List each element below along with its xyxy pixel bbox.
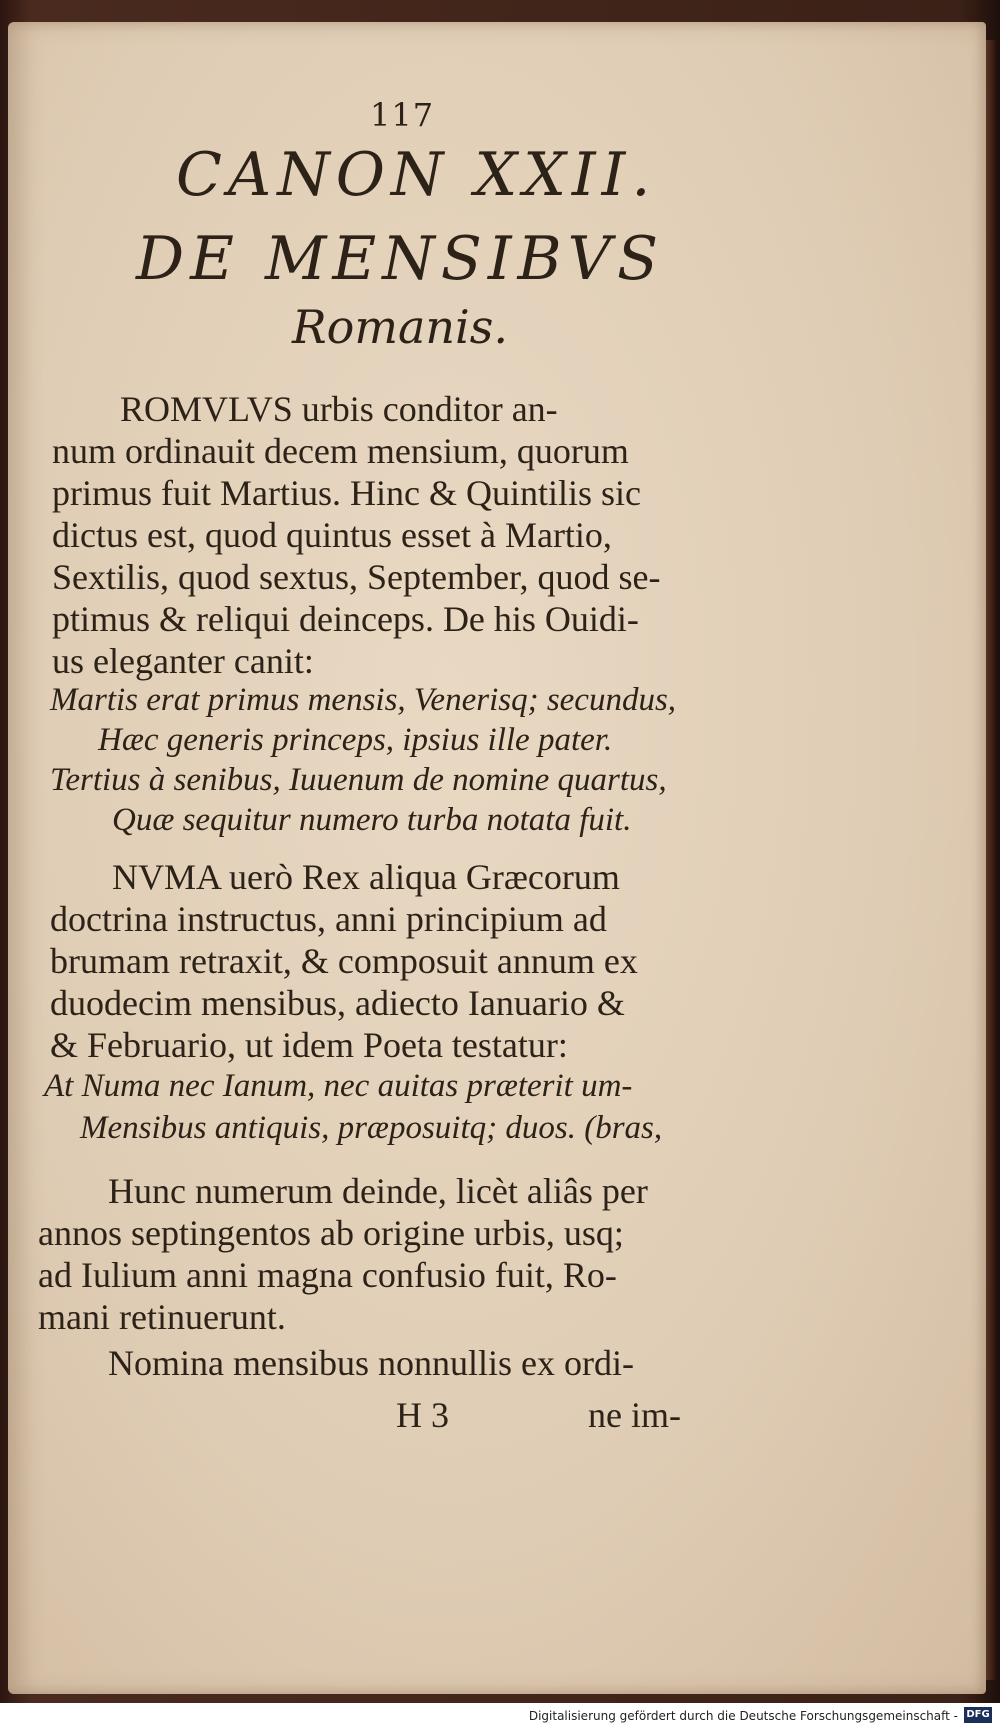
verse-line: Mensibus antiquis, præposuitq; duos. (bras, xyxy=(80,1110,663,1146)
text-line: ptimus & reliqui deinceps. De his Ouidi- xyxy=(52,599,639,639)
funding-credit: Digitalisierung gefördert durch die Deutsche Forschungsgemeinschaft - xyxy=(528,1709,958,1723)
verse-line: Martis erat primus mensis, Venerisq; secundus, xyxy=(50,682,677,718)
verse-line: Tertius à senibus, Iuuenum de nomine quartus, xyxy=(50,762,667,798)
chapter-subtitle-2: Romanis. xyxy=(292,300,508,354)
text-line: mani retinuerunt. xyxy=(38,1297,286,1337)
text-line: dictus est, quod quintus esset à Martio, xyxy=(52,515,612,555)
text-line: duodecim mensibus, adiecto Ianuario & xyxy=(50,983,625,1023)
text-line: brumam retraxit, & composuit annum ex xyxy=(50,941,638,981)
catchword: ne im- xyxy=(588,1395,681,1435)
verse-line: At Numa nec Ianum, nec auitas præterit um- xyxy=(44,1068,633,1104)
verse-line: Hæc generis princeps, ipsius ille pater. xyxy=(98,722,613,758)
verse-line: Quæ sequitur numero turba notata fuit. xyxy=(112,802,632,838)
text-line: & Februario, ut idem Poeta testatur: xyxy=(50,1025,568,1065)
text-line: num ordinauit decem mensium, quorum xyxy=(52,431,629,471)
text-line: ad Iulium anni magna confusio fuit, Ro- xyxy=(38,1255,617,1295)
text-line: Nomina mensibus nonnullis ex ordi- xyxy=(108,1343,634,1383)
text-line: ROMVLVS urbis conditor an- xyxy=(120,389,558,429)
text-line: us eleganter canit: xyxy=(52,641,314,681)
text-line: NVMA uerò Rex aliqua Græcorum xyxy=(112,857,620,897)
text-line: Hunc numerum deinde, licèt aliâs per xyxy=(108,1171,648,1211)
text-line: primus fuit Martius. Hinc & Quintilis sic xyxy=(52,473,641,513)
dfg-logo-icon: DFG xyxy=(964,1707,992,1723)
text-line: doctrina instructus, anni principium ad xyxy=(50,899,607,939)
text-line: Sextilis, quod sextus, September, quod se- xyxy=(52,557,661,597)
text-line: annos septingentos ab origine urbis, usq; xyxy=(38,1213,624,1253)
page-edge xyxy=(986,40,996,1680)
chapter-subtitle: DE MENSIBVS xyxy=(136,224,665,294)
page-number: 117 xyxy=(370,96,435,134)
signature-mark: H 3 xyxy=(396,1395,449,1435)
chapter-title: CANON XXII. xyxy=(176,140,657,210)
